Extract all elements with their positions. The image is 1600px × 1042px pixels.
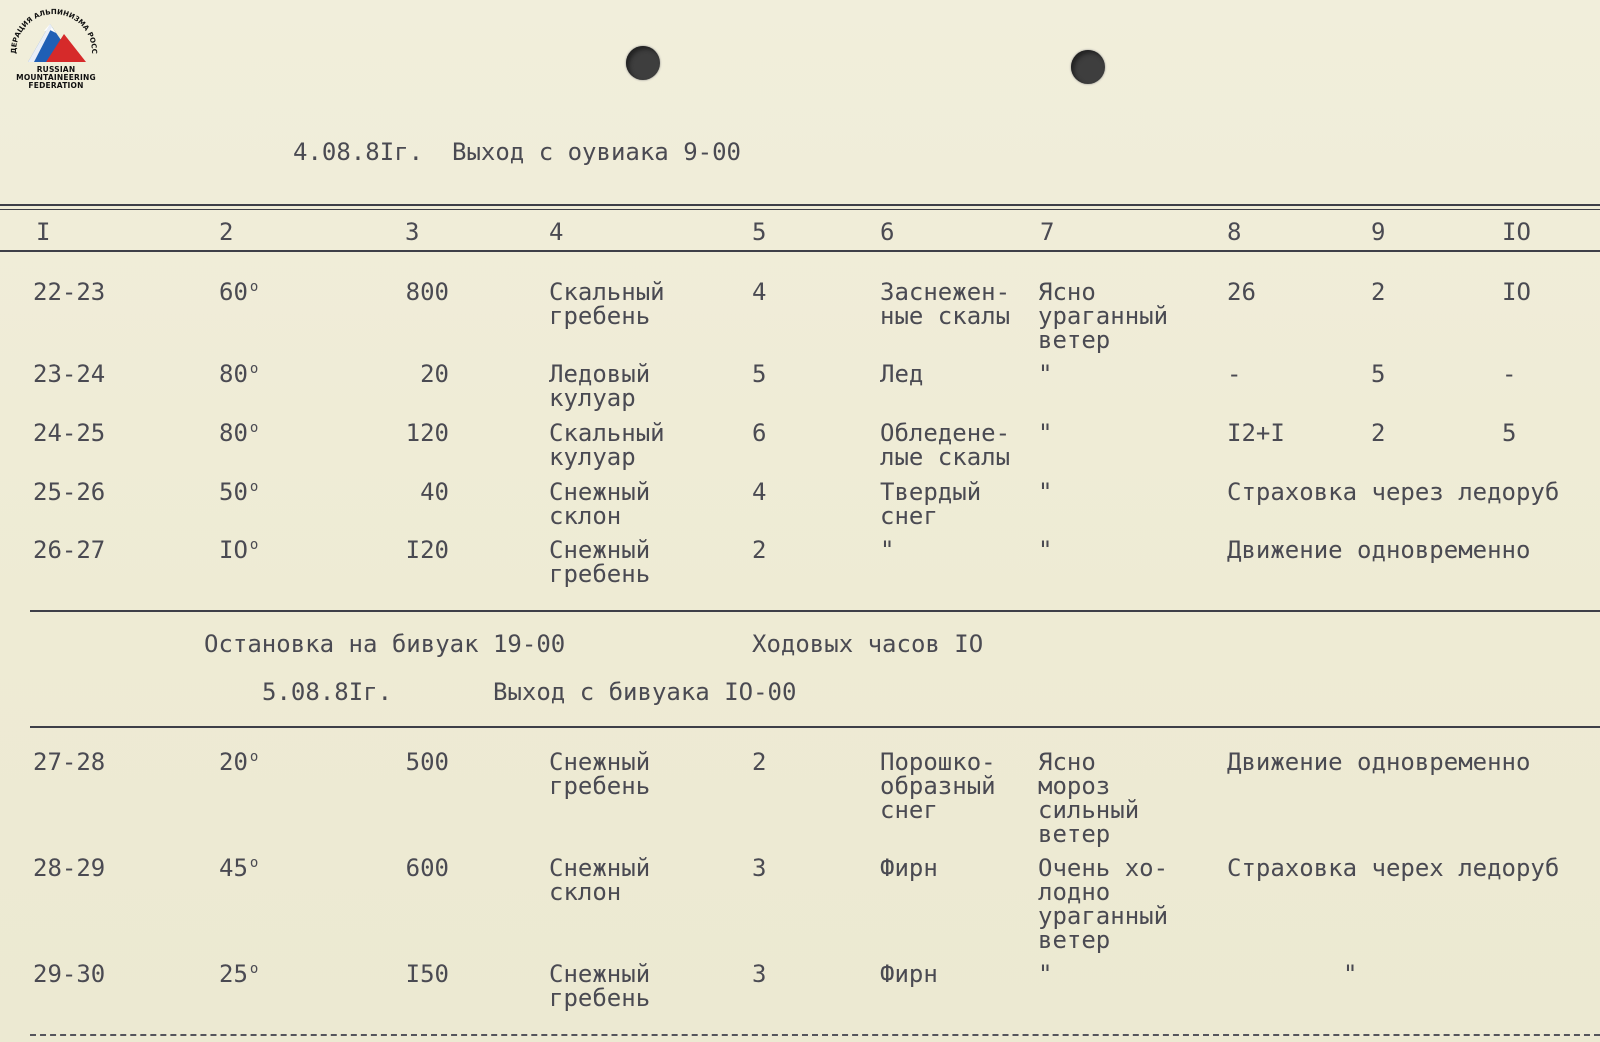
note-cell: Движение одновременно xyxy=(1227,748,1531,776)
degree-sign: o xyxy=(249,279,259,295)
segment-cell: 23-24 xyxy=(33,360,106,388)
condition-cell: Твердый xyxy=(880,478,982,506)
category-cell: 6 xyxy=(752,419,767,447)
condition-cell: Фирн xyxy=(880,960,938,988)
angle-cell: 50 $^o$ xyxy=(219,478,259,506)
segment-cell: 26-27 xyxy=(33,536,106,564)
degree-sign: o xyxy=(249,361,259,377)
punch-hole xyxy=(626,46,660,80)
table-rule-bottom xyxy=(30,1034,1600,1036)
relief-cell: кулуар xyxy=(549,384,636,412)
category-cell: 3 xyxy=(752,960,767,988)
degree-sign: o xyxy=(249,537,259,553)
segment-cell: 22-23 xyxy=(33,278,106,306)
column-header: 8 xyxy=(1227,218,1242,246)
weather-cell: сильный xyxy=(1038,796,1140,824)
col10-cell: 5 xyxy=(1502,419,1517,447)
weather-cell: " xyxy=(1038,536,1053,564)
logo-line-2: MOUNTAINEERING xyxy=(16,73,96,82)
relief-cell: Скальный xyxy=(549,278,665,306)
column-header: IO xyxy=(1502,218,1531,246)
category-cell: 2 xyxy=(752,748,767,776)
note-cell: Страховка черех ледоруб xyxy=(1227,854,1560,882)
punch-hole xyxy=(1071,50,1105,84)
table-rule xyxy=(0,250,1600,252)
column-header: 3 xyxy=(405,218,420,246)
relief-cell: склон xyxy=(549,878,622,906)
degree-sign: o xyxy=(249,855,259,871)
length-cell: 600 xyxy=(405,854,449,882)
weather-cell: ветер xyxy=(1038,326,1111,354)
column-header: 5 xyxy=(752,218,767,246)
day1-date: 4.08.8Iг. xyxy=(293,138,424,166)
col10-cell: IO xyxy=(1502,278,1531,306)
category-cell: 3 xyxy=(752,854,767,882)
col9-cell: 5 xyxy=(1371,360,1386,388)
weather-cell: " xyxy=(1038,419,1053,447)
angle-cell: 45 $^o$ xyxy=(219,854,259,882)
table-rule xyxy=(30,610,1600,612)
weather-cell: ветер xyxy=(1038,926,1111,954)
table-rule xyxy=(0,209,1600,210)
length-cell: 120 xyxy=(405,419,449,447)
category-cell: 4 xyxy=(752,478,767,506)
relief-cell: Снежный xyxy=(549,536,651,564)
relief-cell: Снежный xyxy=(549,854,651,882)
length-cell: I20 xyxy=(405,536,449,564)
column-header: I xyxy=(36,218,51,246)
condition-cell: лые скалы xyxy=(880,443,1011,471)
day2-departure: Выход с бивуака IO-00 xyxy=(493,678,797,706)
note-cell: " xyxy=(1343,960,1358,988)
degree-sign: o xyxy=(249,749,259,765)
length-cell: 40 xyxy=(420,478,449,506)
length-cell: 500 xyxy=(405,748,449,776)
length-cell: I50 xyxy=(405,960,449,988)
relief-cell: гребень xyxy=(549,560,651,588)
day2-date: 5.08.8Iг. xyxy=(262,678,393,706)
mountain-logo-icon xyxy=(6,8,102,68)
weather-cell: ураганный xyxy=(1038,902,1169,930)
table-rule xyxy=(0,204,1600,206)
weather-cell: лодно xyxy=(1038,878,1111,906)
relief-cell: Скальный xyxy=(549,419,665,447)
col8-cell: 26 xyxy=(1227,278,1256,306)
segment-cell: 29-30 xyxy=(33,960,106,988)
condition-cell: " xyxy=(880,536,895,564)
bivouac-stop: Остановка на бивуак 19-00 xyxy=(204,630,566,658)
condition-cell: Фирн xyxy=(880,854,938,882)
weather-cell: Ясно xyxy=(1038,748,1096,776)
condition-cell: ные скалы xyxy=(880,302,1011,330)
weather-cell: Ясно xyxy=(1038,278,1096,306)
col9-cell: 2 xyxy=(1371,419,1386,447)
relief-cell: склон xyxy=(549,502,622,530)
condition-cell: снег xyxy=(880,796,938,824)
category-cell: 2 xyxy=(752,536,767,564)
condition-cell: Обледене- xyxy=(880,419,1011,447)
relief-cell: Снежный xyxy=(549,748,651,776)
weather-cell: " xyxy=(1038,360,1053,388)
weather-cell: " xyxy=(1038,478,1053,506)
condition-cell: снег xyxy=(880,502,938,530)
col9-cell: 2 xyxy=(1371,278,1386,306)
category-cell: 5 xyxy=(752,360,767,388)
column-header: 2 xyxy=(219,218,234,246)
table-rule xyxy=(30,726,1600,728)
relief-cell: гребень xyxy=(549,772,651,800)
logo-line-1: RUSSIAN xyxy=(36,65,76,74)
relief-cell: Снежный xyxy=(549,478,651,506)
logo-arc-text: ДЕРАЦИЯ АЛЬПИНИЗМА РОСС xyxy=(9,8,99,54)
segment-cell: 24-25 xyxy=(33,419,106,447)
condition-cell: Порошко- xyxy=(880,748,996,776)
walking-hours: Ходовых часов IO xyxy=(752,630,984,658)
note-cell: Движение одновременно xyxy=(1227,536,1531,564)
degree-sign: o xyxy=(249,479,259,495)
weather-cell: " xyxy=(1038,960,1053,988)
col8-cell: I2+I xyxy=(1227,419,1285,447)
weather-cell: Очень хо- xyxy=(1038,854,1169,882)
condition-cell: Заснежен- xyxy=(880,278,1011,306)
weather-cell: мороз xyxy=(1038,772,1111,800)
column-header: 6 xyxy=(880,218,895,246)
segment-cell: 28-29 xyxy=(33,854,106,882)
note-cell: Страховка через ледоруб xyxy=(1227,478,1560,506)
relief-cell: кулуар xyxy=(549,443,636,471)
column-header: 9 xyxy=(1371,218,1386,246)
federation-logo xyxy=(6,8,102,88)
column-header: 7 xyxy=(1040,218,1055,246)
angle-cell: 20 $^o$ xyxy=(219,748,259,776)
length-cell: 20 xyxy=(420,360,449,388)
condition-cell: образный xyxy=(880,772,996,800)
weather-cell: ветер xyxy=(1038,820,1111,848)
column-header: 4 xyxy=(549,218,564,246)
relief-cell: Снежный xyxy=(549,960,651,988)
length-cell: 800 xyxy=(405,278,449,306)
day1-departure: Выход с оувиака 9-00 xyxy=(452,138,741,166)
angle-cell: 25 $^o$ xyxy=(219,960,259,988)
angle-cell: IO $^o$ xyxy=(219,536,259,564)
degree-sign: o xyxy=(249,420,259,436)
relief-cell: гребень xyxy=(549,984,651,1012)
angle-cell: 80 $^o$ xyxy=(219,360,259,388)
category-cell: 4 xyxy=(752,278,767,306)
degree-sign: o xyxy=(249,961,259,977)
col8-cell: - xyxy=(1227,360,1242,388)
logo-line-3: FEDERATION xyxy=(28,81,84,90)
segment-cell: 25-26 xyxy=(33,478,106,506)
angle-cell: 80 $^o$ xyxy=(219,419,259,447)
relief-cell: гребень xyxy=(549,302,651,330)
segment-cell: 27-28 xyxy=(33,748,106,776)
condition-cell: Лед xyxy=(880,360,924,388)
relief-cell: Ледовый xyxy=(549,360,651,388)
col10-cell: - xyxy=(1502,360,1517,388)
angle-cell: 60 $^o$ xyxy=(219,278,259,306)
weather-cell: ураганный xyxy=(1038,302,1169,330)
